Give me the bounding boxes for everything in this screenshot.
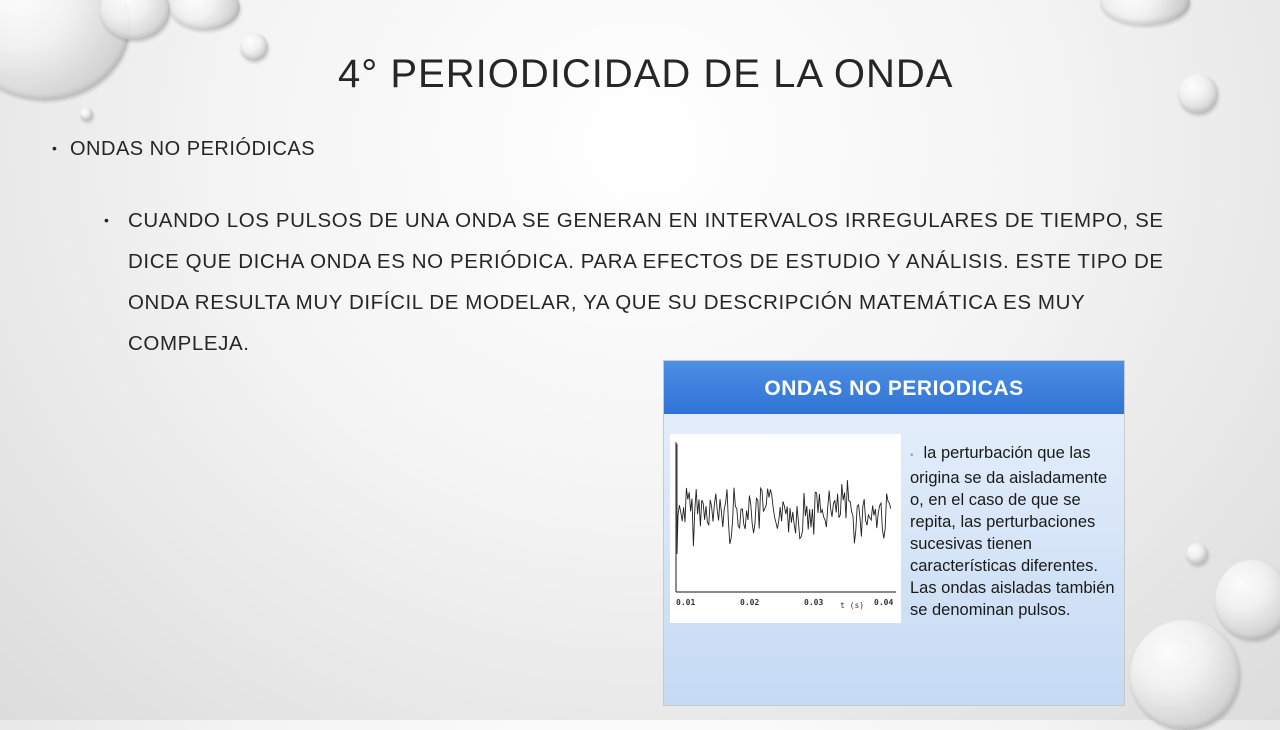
card-description-text: la perturbación que las origina se da aisladamente o, en el caso de que se repita, las perturbaciones sucesivas tienen características diferentes. Las ondas aisladas también se denominan pulsos.	[910, 444, 1115, 619]
card-header: ONDAS NO PERIODICAS	[664, 361, 1124, 414]
water-drop-decoration	[80, 108, 93, 121]
wave-info-card	[663, 360, 1125, 706]
bullet-level1	[52, 138, 315, 161]
water-drop-decoration	[1130, 620, 1240, 730]
bullet-level2-text: CUANDO LOS PULSOS DE UNA ONDA SE GENERAN EN INTERVALOS IRREGULARES DE TIEMPO, SE DICE QUE DICHA ONDA ES NO PERIÓDICA. PARA EFECTOS DE ESTUDIO Y ANÁLISIS. ESTE TIPO DE ONDA RESULTA MUY DIFÍCIL DE MODELAR, YA QUE SU DESCRIPCIÓN MATEMÁTICA ES MUY COMPLEJA.	[128, 209, 1164, 355]
plot-tick-label: 0.02	[740, 598, 760, 607]
card-description	[910, 442, 1120, 621]
plot-tick-label: 0.04	[874, 598, 894, 607]
water-drop-decoration	[1186, 543, 1208, 565]
plot-tick-label: 0.03	[804, 598, 824, 607]
water-drop-decoration	[1100, 0, 1190, 25]
water-drop-decoration	[170, 0, 240, 30]
water-drop-decoration	[1178, 74, 1218, 114]
water-drop-decoration	[1215, 560, 1280, 640]
slide-title: 4° PERIODICIDAD DE LA ONDA	[338, 52, 954, 96]
bullet-dot-icon: •	[104, 212, 110, 228]
wave-signal-line	[677, 444, 891, 554]
water-drop-decoration	[240, 33, 268, 61]
plot-axis-label: t (s)	[840, 601, 865, 610]
plot-tick-label: 0.01	[676, 598, 696, 607]
bullet-level1-text: ONDAS NO PERIÓDICAS	[70, 138, 316, 160]
bullet-dot-icon: •	[910, 450, 914, 461]
non-periodic-wave-plot	[670, 434, 901, 623]
bullet-level2	[100, 200, 1180, 364]
bullet-dot-icon: •	[52, 140, 58, 156]
